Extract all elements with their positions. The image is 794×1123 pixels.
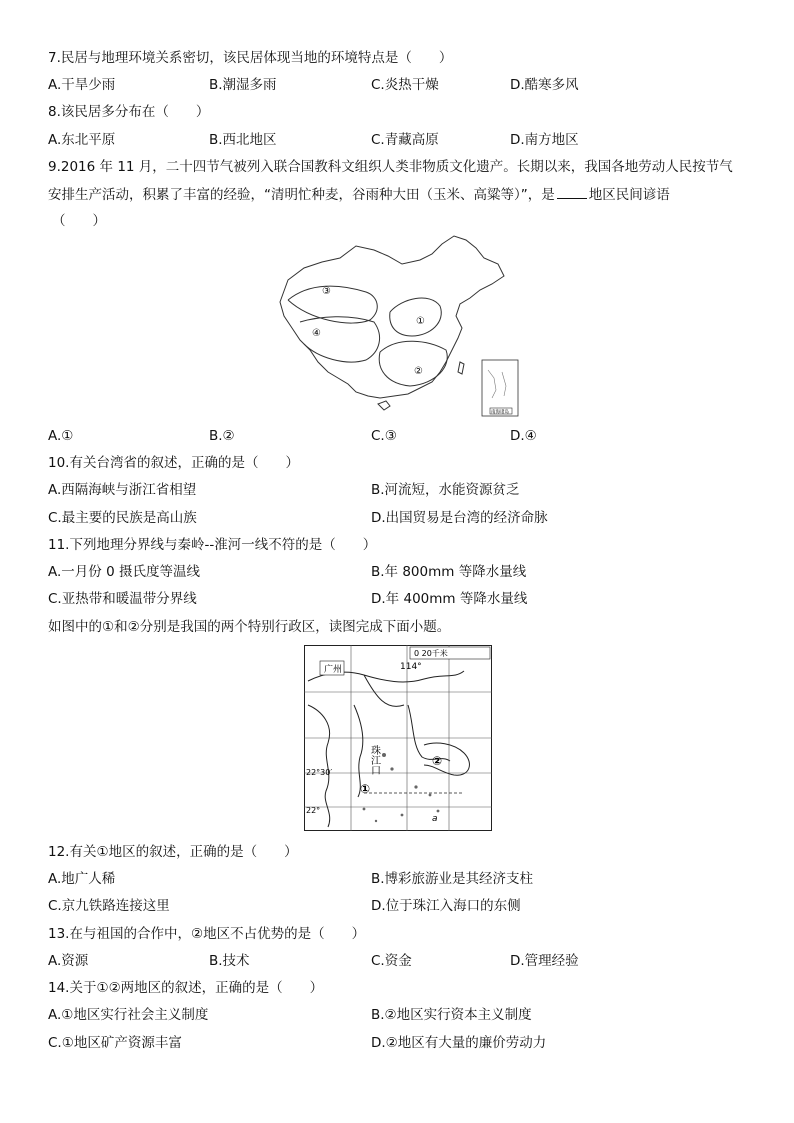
q11-option-c[interactable]: C.亚热带和暖温带分界线 <box>48 591 197 607</box>
map-label-4: ④ <box>312 328 321 339</box>
map-label-3: ③ <box>322 286 331 297</box>
q14-option-a[interactable]: A.①地区实行社会主义制度 <box>48 1007 209 1023</box>
map2-city-label: 广州 <box>324 665 343 675</box>
q9-stem-part1: 安排生产活动，积累了丰富的经验，“清明忙种麦，谷雨种大田（玉米、高粱等）”，是 <box>48 187 555 203</box>
q7-option-c[interactable]: C.炎热干燥 <box>371 77 439 93</box>
q9-option-d[interactable]: D.④ <box>510 428 537 444</box>
intro-text: 如图中的①和②分别是我国的两个特别行政区，读图完成下面小题。 <box>48 619 451 635</box>
q13-option-c[interactable]: C.资金 <box>371 953 412 969</box>
q13-stem: 13.在与祖国的合作中，②地区不占优势的是（ ） <box>48 926 366 942</box>
taiwan-island <box>458 362 464 374</box>
region-2-boundary <box>379 341 447 386</box>
q10-option-d[interactable]: D.出国贸易是台湾的经济命脉 <box>371 510 548 526</box>
pearl-river-map-figure <box>304 645 492 831</box>
q8-option-a[interactable]: A.东北平原 <box>48 132 116 148</box>
q10-option-a[interactable]: A.西隔海峡与浙江省相望 <box>48 482 197 498</box>
q9-stem-line2 <box>48 186 670 203</box>
region-3-boundary <box>288 286 377 323</box>
q8-stem: 8.该民居多分布在（ ） <box>48 104 210 120</box>
q9-stem-line1: 9.2016 年 11 月，二十四节气被列入联合国教科文组织人类非物质文化遗产。长期以来，我国各地劳动人民按节气 <box>48 159 733 175</box>
q12-option-d[interactable]: D.位于珠江入海口的东侧 <box>371 898 521 914</box>
q7-option-d[interactable]: D.酷寒多风 <box>510 77 579 93</box>
map2-latitude-1: 22°30′ <box>306 768 333 777</box>
map2-latitude-2: 22° <box>306 806 321 815</box>
q10-stem: 10.有关台湾省的叙述，正确的是（ ） <box>48 455 299 471</box>
q14-stem: 14.关于①②两地区的叙述，正确的是（ ） <box>48 980 324 996</box>
q9-stem-part2: 地区民间谚语 <box>588 187 670 203</box>
q14-option-d[interactable]: D.②地区有大量的廉价劳动力 <box>371 1035 547 1051</box>
q11-option-a[interactable]: A.一月份 0 摄氏度等温线 <box>48 564 200 580</box>
region-4-boundary <box>300 317 380 362</box>
q8-option-c[interactable]: C.青藏高原 <box>371 132 439 148</box>
q13-option-d[interactable]: D.管理经验 <box>510 953 579 969</box>
q7-option-b[interactable]: B.潮湿多雨 <box>209 77 277 93</box>
q11-option-b[interactable]: B.年 800mm 等降水量线 <box>371 564 527 580</box>
q10-option-c[interactable]: C.最主要的民族是高山族 <box>48 510 197 526</box>
map2-mark-1: ① <box>360 782 371 796</box>
q12-stem: 12.有关①地区的叙述，正确的是（ ） <box>48 844 298 860</box>
q9-option-a[interactable]: A.① <box>48 428 74 444</box>
q8-option-b[interactable]: B.西北地区 <box>209 132 277 148</box>
q13-option-a[interactable]: A.资源 <box>48 953 89 969</box>
map-label-2: ② <box>414 366 423 377</box>
map2-scale: 0 20千米 <box>414 649 448 658</box>
china-outline <box>280 236 504 398</box>
map2-small-label: a <box>432 814 438 824</box>
q14-option-c[interactable]: C.①地区矿产资源丰富 <box>48 1035 182 1051</box>
south-china-sea-inset <box>482 360 518 416</box>
q9-option-c[interactable]: C.③ <box>371 428 397 444</box>
inset-label: 南海诸岛 <box>491 410 509 415</box>
q7-option-a[interactable]: A.干旱少雨 <box>48 77 116 93</box>
q12-option-c[interactable]: C.京九铁路连接这里 <box>48 898 170 914</box>
q10-option-b[interactable]: B.河流短，水能资源贫乏 <box>371 482 520 498</box>
map2-mark-2: ② <box>432 754 443 768</box>
china-map-figure <box>270 232 520 422</box>
q12-option-a[interactable]: A.地广人稀 <box>48 871 116 887</box>
q7-stem: 7.民居与地理环境关系密切，该民居体现当地的环境特点是（ ） <box>48 50 453 66</box>
map2-river-mouth: 珠江口 <box>368 745 380 775</box>
q8-option-d[interactable]: D.南方地区 <box>510 132 579 148</box>
q9-blank <box>557 186 587 199</box>
q11-stem: 11.下列地理分界线与秦岭--淮河一线不符的是（ ） <box>48 537 377 553</box>
map-label-1: ① <box>416 316 425 327</box>
q14-option-b[interactable]: B.②地区实行资本主义制度 <box>371 1007 532 1023</box>
q9-option-b[interactable]: B.② <box>209 428 235 444</box>
q12-option-b[interactable]: B.博彩旅游业是其经济支柱 <box>371 871 534 887</box>
q13-option-b[interactable]: B.技术 <box>209 953 250 969</box>
q9-stem-line3: （ ） <box>52 213 106 229</box>
map2-longitude: 114° <box>400 662 422 672</box>
hainan-island <box>378 401 390 410</box>
q11-option-d[interactable]: D.年 400mm 等降水量线 <box>371 591 528 607</box>
